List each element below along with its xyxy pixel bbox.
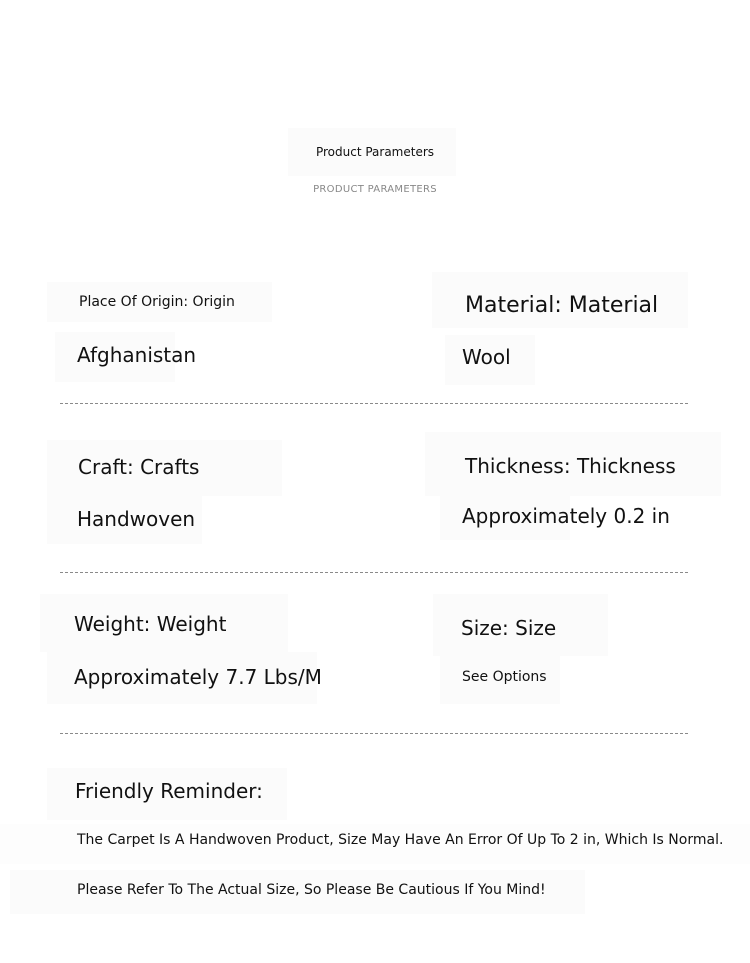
- param-origin-label: Place Of Origin: Origin: [79, 294, 235, 310]
- divider: [60, 403, 688, 404]
- page-title: Product Parameters: [315, 145, 435, 159]
- param-material-label: Material: Material: [465, 293, 659, 318]
- param-thickness-label: Thickness: Thickness: [465, 454, 676, 478]
- param-size-value: See Options: [462, 669, 547, 685]
- param-size-label: Size: Size: [461, 616, 557, 640]
- divider: [60, 733, 688, 734]
- param-thickness-value: Approximately 0.2 in: [462, 504, 670, 528]
- param-weight-value: Approximately 7.7 Lbs/M: [74, 665, 322, 689]
- divider: [60, 572, 688, 573]
- param-origin-value: Afghanistan: [77, 343, 197, 367]
- param-weight-label: Weight: Weight: [74, 612, 227, 636]
- param-craft-value: Handwoven: [77, 507, 196, 531]
- page-subtitle: PRODUCT PARAMETERS: [313, 184, 437, 195]
- reminder-line: Please Refer To The Actual Size, So Please Be Cautious If You Mind!: [77, 882, 546, 898]
- param-material-value: Wool: [462, 345, 511, 369]
- reminder-line: The Carpet Is A Handwoven Product, Size May Have An Error Of Up To 2 in, Which Is Normal.: [77, 832, 724, 848]
- param-craft-label: Craft: Crafts: [78, 455, 200, 479]
- reminder-heading: Friendly Reminder:: [75, 779, 263, 803]
